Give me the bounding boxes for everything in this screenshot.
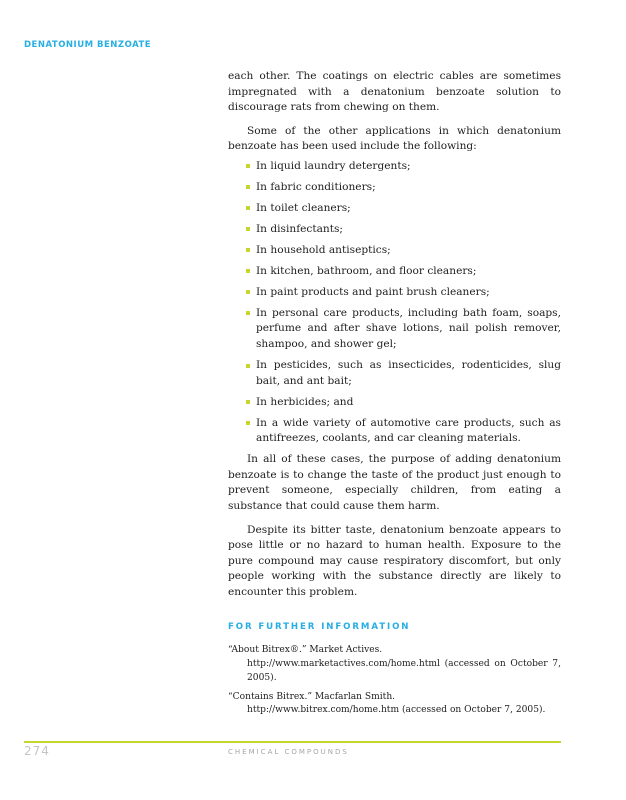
list-item: In a wide variety of automotive care products, such as antifreezes, coolants, and car cleaning materials. — [256, 416, 561, 447]
reference-list — [228, 644, 561, 718]
reference-url[interactable]: http://www.marketactives.com/home.html (accessed on October 7, 2005). — [247, 658, 561, 683]
list-item: In paint products and paint brush cleaners; — [256, 285, 561, 301]
page-number: 274 — [24, 744, 50, 758]
list-item: In household antiseptics; — [256, 243, 561, 259]
reference-url[interactable]: http://www.bitrex.com/home.htm (accessed on October 7, 2005). — [247, 705, 546, 716]
body-paragraph: Despite its bitter taste, denatonium benzoate appears to pose little or no hazard to human health. Exposure to the pure compound may cause respiratory discomfort, but only people working with the substance directly are likely to encounter this problem. — [228, 523, 561, 598]
main-column — [228, 69, 561, 723]
list-item: In herbicides; and — [256, 395, 561, 411]
reference-title: “About Bitrex®.” Market Actives. — [228, 645, 383, 656]
running-head: DENATONIUM BENZOATE — [24, 40, 152, 50]
list-item: In toilet cleaners; — [256, 201, 561, 217]
footer-rule — [24, 741, 561, 743]
book-title: CHEMICAL COMPOUNDS — [228, 748, 349, 756]
list-item: In disinfectants; — [256, 222, 561, 238]
list-item: In kitchen, bathroom, and floor cleaners; — [256, 264, 561, 280]
list-item: In personal care products, including bath foam, soaps, perfume and after shave lotions, nail polish remover, shampoo, and shower gel; — [256, 306, 561, 353]
list-item: In fabric conditioners; — [256, 180, 561, 196]
reference-entry — [228, 691, 561, 719]
body-paragraph: In all of these cases, the purpose of adding denatonium benzoate is to change the taste of the product just enough to prevent someone, especially children, from eating a substance that could cause them harm. — [228, 453, 561, 512]
reference-entry — [228, 644, 561, 685]
further-info-heading: FOR FURTHER INFORMATION — [228, 621, 411, 632]
list-item: In liquid laundry detergents; — [256, 159, 561, 175]
list-item: In pesticides, such as insecticides, rodenticides, slug bait, and ant bait; — [256, 358, 561, 389]
applications-list — [228, 159, 561, 447]
body-paragraph: each other. The coatings on electric cables are sometimes impregnated with a denatonium benzoate solution to discourage rats from chewing on them. — [228, 70, 561, 114]
reference-title: “Contains Bitrex.” Macfarlan Smith. — [228, 691, 396, 702]
body-paragraph: Some of the other applications in which denatonium benzoate has been used include the following: — [228, 124, 561, 153]
